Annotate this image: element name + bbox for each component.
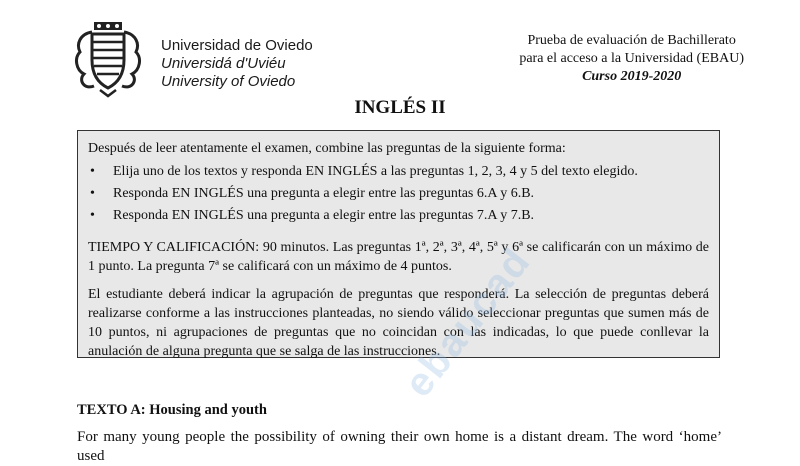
watermark: ebaucad [396,239,540,406]
instruction-item: • Elija uno de los textos y responda EN INGLÉS a las preguntas 1, 2, 3, 4 y 5 del texto elegido. [88,162,709,181]
instructions-intro: Después de leer atentamente el examen, combine las preguntas de la siguiente forma: [88,141,566,156]
university-name-block [161,37,313,91]
instructions-box [77,130,720,358]
university-name-es: Universidad de Oviedo [161,37,313,54]
instruction-item: • Responda EN INGLÉS una pregunta a elegir entre las preguntas 7.A y 7.B. [88,206,709,225]
page-title: INGLÉS II [354,97,446,118]
selection-note: El estudiante deberá indicar la agrupación de preguntas que responderá. La selección de preguntas deberá realizarse conforme a las instrucciones planteadas, no siendo válido seleccionar preguntas que sumen más de 10 puntos, ni agrupaciones de preguntas que no coincidan con las indicadas, lo que puede conllevar la anulación de alguna pregunta que se salga de las instrucciones. [88,287,709,359]
instructions-list [88,162,709,225]
university-name-ast: Universidá d'Uviéu [161,55,286,72]
exam-line-2: para el acceso a la Universidad (EBAU) [519,51,744,66]
university-crest-icon [70,20,146,98]
instruction-item: • Responda EN INGLÉS una pregunta a elegir entre las preguntas 6.A y 6.B. [88,184,709,203]
section-paragraph: For many young people the possibility of owning their own home is a distant dream. The word ‘home’ used [77,429,722,464]
university-name-en: University of Oviedo [161,73,296,90]
exam-year: Curso 2019-2020 [582,69,682,84]
exam-line-1: Prueba de evaluación de Bachillerato [527,33,736,48]
section-title: TEXTO A: Housing and youth [77,402,267,418]
timing-paragraph: TIEMPO Y CALIFICACIÓN: 90 minutos. Las preguntas 1ª, 2ª, 3ª, 4ª, 5ª y 6ª se calificarán con un máximo de 1 punto. La pregunta 7ª se calificará con un máximo de 4 puntos. [88,240,709,274]
exam-info [519,32,744,86]
